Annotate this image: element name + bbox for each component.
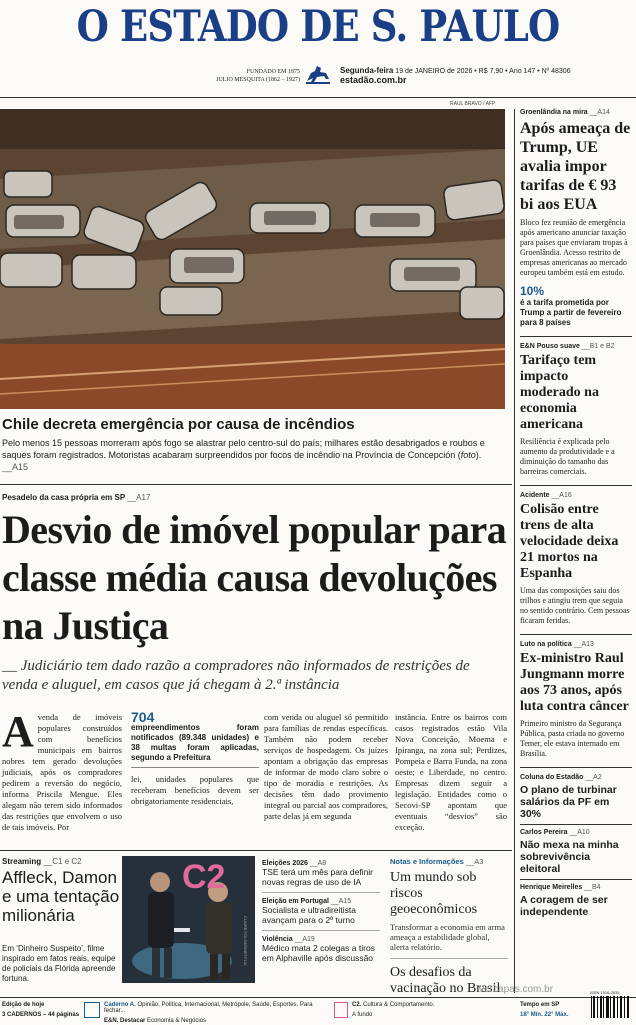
c2-text: Cultura & Comportamento. (363, 1002, 435, 1008)
site-link[interactable]: estadão.com.br (340, 75, 407, 85)
founded-year: FUNDADO EM 1875 (246, 69, 300, 75)
rc-ref: __A10 (569, 829, 590, 836)
affleck-ref: __C1 e C2 (43, 857, 82, 866)
lead-column-3: com venda ou aluguel só permitido para famílias de rendas específicas. Também não podem receber serviços de hospedagem. Os juízes apontam a obrigação das empresas de informar de modo claro sobre o tipo de moradia e restrições. As decisões têm dado provimento integral ou parcial aos compradores, parte delas já em segunda (264, 712, 388, 821)
rc-headline: Tarifaço tem impacto moderado na economia americana (520, 353, 599, 432)
c2-sub: A fundo (352, 1012, 373, 1018)
en-text: Economia & Negócios (147, 1018, 207, 1024)
lead-column-4: instância. Entre os bairros com casos registrados estão Vila Nova Conceição, Moema e Ipiranga, na zona sul; Perdizes, Pompeia e Barra Funda, na zona oeste; e Liberdade, no centro. Empresas dizem seguir a legislação. Entidades como o Secovi-SP apontam que eventuais “desvios” são exceção. (395, 712, 507, 832)
small-text: TSE terá um mês para definir novas regras de uso de IA (262, 867, 374, 887)
rc-item (520, 109, 632, 328)
rc-stat: 10% (520, 284, 545, 298)
lead-kicker (2, 493, 150, 502)
rc-text: Primeiro ministro da Segurança Pública, pasta criada no governo Temer, ele estava internado em Brasília. (520, 719, 625, 758)
lead-headline: Desvio de imóvel popular para classe média causa devoluções na Justiça (2, 507, 507, 648)
rc-ref: __A2 (585, 774, 602, 781)
rc-kicker (520, 343, 632, 350)
affleck-kicker (2, 857, 82, 866)
rc-kicker-text: Groenlândia na mira (520, 109, 588, 116)
rc-stat-text: é a tarifa prometida por Trump a partir de fevereiro para 8 países (520, 298, 622, 327)
rc-headline: A coragem de ser independente (520, 894, 608, 918)
rc-kicker (520, 774, 632, 781)
section-a-icon (84, 1002, 100, 1018)
divider (520, 879, 632, 880)
cad-a-label: Caderno A. (104, 1002, 136, 1008)
c2-label-footer: C2. (352, 1002, 362, 1008)
netflix-photo (122, 856, 255, 983)
rc-item (520, 884, 632, 918)
small-text: Socialista e ultradireitista avançam para o 2º turno (262, 905, 357, 925)
divider (390, 958, 508, 959)
divider (262, 930, 380, 931)
chile-text-body: Pelo menos 15 pessoas morreram após fogo se alastrar pelo centro-sul do país; milhares estão desabrigados e roubos e saques foram registrados. Motoristas acabaram surpreendidos por focos de incêndio na Província de Concepción ( (2, 438, 485, 460)
masthead-title: O ESTADO DE S. PAULO (76, 2, 560, 52)
founded-line (196, 68, 300, 84)
weather-label: Tempo em SP (520, 1002, 560, 1008)
rc-ref: __A13 (573, 641, 594, 648)
rc-text: Uma das composições saiu dos trilhos e atingiu trem que seguia no sentido contrário. Cem pessoas ficaram feridas. (520, 586, 630, 625)
rc-kicker-text: Carlos Pereira (520, 829, 568, 836)
c2-label: C2 (182, 858, 226, 896)
small-text: Médico mata 2 colegas a tiros em Alphaville após discussão (262, 943, 375, 963)
lead-ref: __A17 (127, 493, 151, 502)
lead-kicker-text: Pesadelo da casa própria em SP (2, 493, 126, 502)
small-item (262, 936, 380, 963)
rc-kicker-text: Acidente (520, 492, 550, 499)
rc-headline: O plano de turbinar salários da PF em 30% (520, 784, 617, 820)
divider (262, 892, 380, 893)
en-label: E&N. (104, 1018, 119, 1024)
rc-ref: __B4 (584, 884, 601, 891)
chile-text-foto: foto (460, 450, 476, 460)
rc-headline: Ex-ministro Raul Jungmann morre aos 73 anos, após luta contra câncer (520, 651, 629, 714)
notas-kicker-text: Notas e Informações (390, 857, 464, 866)
small-kicker-text: Eleição em Portugal (262, 898, 329, 905)
small-ref: __A8 (309, 860, 327, 867)
divider (520, 767, 632, 768)
hero-photo (0, 109, 505, 409)
cad-a-text: Opinião, Política, Internacional, Metrópole, Saúde, Esportes, Para fechar... (104, 1002, 313, 1014)
notas-headline-2: Os desafios da vacinação no Brasil (390, 965, 501, 996)
column-rule (514, 109, 515, 993)
divider (520, 336, 632, 337)
rc-kicker-text: E&N Pouso suave (520, 343, 580, 350)
rc-kicker (520, 829, 632, 836)
lead-stat-text: empreendimentos foram notificados (89.348 unidades) e 38 multas foram aplicadas, segundo a Prefeitura (131, 723, 259, 762)
affleck-headline: Affleck, Damon e uma tentação milionária (2, 868, 120, 925)
barcode-icon (590, 996, 632, 1022)
chile-headline: Chile decreta emergência por causa de incêndios (2, 416, 355, 433)
rc-item (520, 774, 632, 820)
issn: ISSN 1516-2931 (590, 990, 620, 995)
rc-item (520, 492, 632, 626)
lead-column-2 (131, 709, 259, 807)
divider (520, 485, 632, 486)
rc-ref: __A14 (589, 109, 610, 116)
rc-headline: Não mexa na minha sobrevivência eleitoral (520, 839, 619, 875)
rc-headline: Colisão entre trens de alta velocidade deixa 21 mortos na Espanha (520, 502, 619, 581)
small-kicker (262, 860, 380, 867)
small-ref: __A15 (330, 898, 352, 905)
dateline (340, 66, 571, 85)
weekday: Segunda-feira (340, 66, 394, 75)
horse-logo-icon (305, 63, 331, 85)
rc-item (520, 829, 632, 875)
rc-item (520, 343, 632, 477)
rc-kicker (520, 641, 632, 648)
rc-ref: __A16 (551, 492, 572, 499)
small-kicker (262, 898, 380, 905)
rc-kicker-text: Henrique Meirelles (520, 884, 583, 891)
founder-name: JULIO MESQUITA (1862 – 1927) (216, 77, 300, 83)
rc-kicker-text: Luto na política (520, 641, 572, 648)
lead-col1-text: venda de imóveis populares construídos com benefícios municipais em bairros nobres tem gerado devoluções judiciais, após os compradores pedirem a reversão do negócio, informa Priscila Mengue. Eles alegam não terem sido informados das restrições que envolvem o uso de tais imóveis. Por (2, 712, 122, 832)
footer-c2 (352, 1002, 472, 1018)
footer (0, 984, 636, 1025)
divider (0, 484, 512, 485)
lead-column-1 (2, 707, 122, 833)
lead-stat-box (131, 709, 259, 768)
date-info: 19 de JANEIRO de 2026 • R$ 7,90 • Ano 147 • Nº 48306 (395, 68, 571, 75)
watermark: Vercapas.com.br (478, 984, 554, 995)
section-c2-icon (334, 1002, 348, 1018)
chile-text (2, 437, 502, 473)
lead-subhead: __ Judiciário tem dado razão a compradores não informados de restrições de venda e aluguel, em casos que já chegam à 2.ª instância (2, 658, 470, 693)
rc-text: Resiliência é explicada pelo aumento da produtividade e a diminuição do tamanho das barreiras comerciais. (520, 437, 615, 476)
notas-box (390, 857, 508, 997)
small-item (262, 898, 380, 925)
small-ref: __A19 (294, 936, 315, 943)
lead-col2-text: lei, unidades populares que receberam benefícios devem ser obrigatoriamente residenciais, (131, 774, 259, 806)
divider (520, 634, 632, 635)
rc-item (520, 641, 632, 759)
chile-ref: __A15 (2, 462, 29, 472)
footer-cad-a (104, 1002, 314, 1024)
small-kicker-text: Violência (262, 936, 293, 943)
small-items (262, 857, 380, 963)
netflix-credit: CLAIRE FOLGER/NETFLIX (243, 916, 248, 966)
rc-kicker (520, 109, 632, 116)
right-column (520, 109, 632, 918)
divider (520, 824, 632, 825)
edition-sections: 3 CADERNOS – 44 páginas (2, 1012, 80, 1018)
notas-kicker (390, 857, 508, 866)
notas-ref: __A3 (465, 857, 484, 866)
small-kicker (262, 936, 380, 943)
chile-text-end: ). (475, 450, 482, 460)
masthead-rule (0, 97, 636, 98)
rc-ref: __B1 e B2 (581, 343, 615, 350)
rc-headline: Após ameaça de Trump, UE avalia impor tarifas de € 93 bi aos EUA (520, 120, 631, 213)
rc-text: Bloco fez reunião de emergência após americano anunciar taxação para países que enviaram tropas à Groenlândia. Acesso restrito de empresas americanas ao mercado europeu também está em estudo. (520, 218, 628, 277)
rc-kicker-text: Coluna do Estadão (520, 774, 584, 781)
affleck-kicker-text: Streaming (2, 857, 42, 866)
weather-value: 18° Mín. 22° Máx. (520, 1012, 569, 1018)
footer-edition (2, 1002, 79, 1018)
rc-kicker (520, 492, 632, 499)
en-bold: Destacar (120, 1018, 146, 1024)
divider (0, 850, 512, 851)
rc-kicker (520, 884, 632, 891)
small-kicker-text: Eleições 2026 (262, 860, 308, 867)
photo-credit: RAUL BRAVO / AFP (450, 101, 496, 107)
drop-cap: A (2, 707, 34, 756)
affleck-text: Em ‘Dinheiro Suspeito’, filme inspirado em fatos reais, equipe de policiais da Flórida apreende fortuna. (2, 944, 116, 983)
notas-headline: Um mundo sob riscos geoeconômicos (390, 870, 478, 917)
lead-stat-number: 704 (131, 709, 155, 725)
small-item (262, 860, 380, 887)
notas-text: Transformar a economia em arma ameaça a estabilidade global, alerta relatório. (390, 922, 505, 952)
footer-weather (520, 1002, 568, 1018)
edition-label: Edição de hoje (2, 1002, 45, 1008)
